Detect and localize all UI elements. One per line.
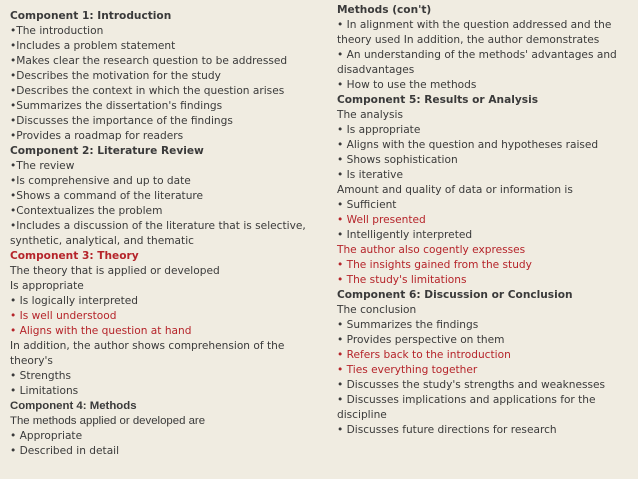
text-line: • An understanding of the methods' advantages and disadvantages — [337, 49, 617, 76]
text-line: • Limitations — [10, 385, 79, 397]
text-line: •Includes a problem statement — [10, 40, 176, 52]
text-line: • Provides perspective on them — [337, 334, 505, 346]
text-line: • Discusses implications and applications for the discipline — [337, 394, 596, 421]
text-line: The analysis — [337, 109, 403, 121]
text-line: In addition, the author shows comprehension of the theory's — [10, 340, 285, 367]
highlighted-item: • Well presented — [337, 214, 426, 226]
text-line: • Intelligently interpreted — [337, 229, 473, 241]
text-line: • Summarizes the findings — [337, 319, 479, 331]
text-line: • Sufficient — [337, 199, 397, 211]
text-line: • In alignment with the question addressed and the theory used In addition, the author demonstrates — [337, 19, 612, 46]
text-line: • Shows sophistication — [337, 154, 458, 166]
highlighted-item: • Refers back to the introduction — [337, 349, 511, 361]
text-line: • Appropriate — [10, 430, 83, 442]
text-line: The methods applied or developed are — [10, 415, 206, 427]
section-heading: Component 5: Results or Analysis — [337, 94, 539, 106]
highlighted-item: • The study's limitations — [337, 274, 467, 286]
text-line: • Is appropriate — [337, 124, 421, 136]
text-line: •Makes clear the research question to be addressed — [10, 55, 288, 67]
text-line: • Is iterative — [337, 169, 403, 181]
text-line: •Includes a discussion of the literature that is selective, synthetic, analytical, and thematic — [10, 220, 306, 247]
text-line: • Aligns with the question and hypotheses raised — [337, 139, 599, 151]
text-line: • Discusses the study's strengths and weaknesses — [337, 379, 606, 391]
section-heading: Component 6: Discussion or Conclusion — [337, 289, 573, 301]
highlighted-item: The author also cogently expresses — [337, 244, 526, 256]
text-line: Is appropriate — [10, 280, 84, 292]
text-line: •Provides a roadmap for readers — [10, 130, 184, 142]
highlighted-item: • Ties everything together — [337, 364, 478, 376]
text-line: •Discusses the importance of the findings — [10, 115, 233, 127]
text-line: • How to use the methods — [337, 79, 477, 91]
section-heading: Component 1: Introduction — [10, 10, 172, 22]
text-line: •Shows a command of the literature — [10, 190, 204, 202]
left-column — [10, 0, 322, 459]
text-line: The theory that is applied or developed — [10, 265, 220, 277]
text-line: •The introduction — [10, 25, 104, 37]
text-line: •Contextualizes the problem — [10, 205, 163, 217]
text-line: •Summarizes the dissertation's findings — [10, 100, 223, 112]
text-line: •Is comprehensive and up to date — [10, 175, 191, 187]
highlighted-item: • The insights gained from the study — [337, 259, 532, 271]
text-line: • Is logically interpreted — [10, 295, 139, 307]
text-line: • Discusses future directions for research — [337, 424, 557, 436]
text-line: • Strengths — [10, 370, 71, 382]
text-line: •Describes the motivation for the study — [10, 70, 221, 82]
section-heading: Component 3: Theory — [10, 250, 139, 262]
section-heading: Component 2: Literature Review — [10, 145, 204, 157]
text-line: •The review — [10, 160, 75, 172]
text-line: • Described in detail — [10, 445, 120, 457]
highlighted-item: • Aligns with the question at hand — [10, 325, 192, 337]
highlighted-item: • Is well understood — [10, 310, 117, 322]
text-line: The conclusion — [337, 304, 417, 316]
text-line: •Describes the context in which the question arises — [10, 85, 285, 97]
section-heading: Component 4: Methods — [10, 400, 137, 412]
right-column — [337, 0, 633, 438]
text-line: Amount and quality of data or information is — [337, 184, 573, 196]
section-heading: Methods (con't) — [337, 4, 432, 16]
